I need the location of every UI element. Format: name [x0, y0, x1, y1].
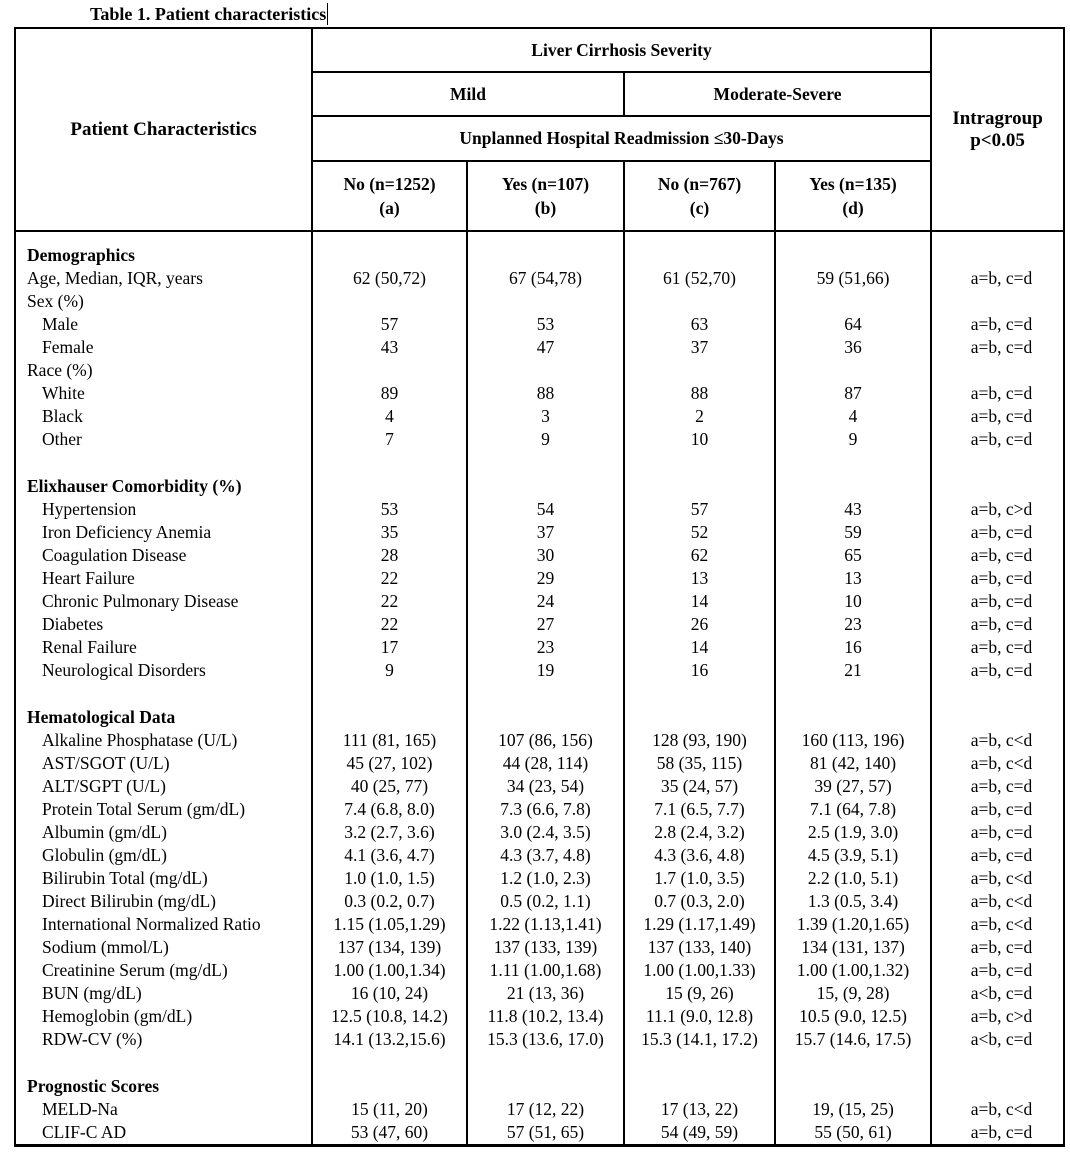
- cell-value-a: 137 (134, 139): [337, 937, 442, 957]
- empty-cell: [625, 706, 774, 729]
- intragroup-result: a=b, c<d: [970, 891, 1033, 911]
- cell-value-b: 107 (86, 156): [498, 730, 593, 750]
- empty-cell: [313, 706, 466, 729]
- cell-value-c: 61 (52,70): [663, 268, 736, 288]
- empty-cell: [313, 244, 466, 267]
- row-label: Creatinine Serum (mg/dL): [42, 960, 228, 980]
- spacer: [940, 682, 1063, 706]
- column-code: (b): [534, 198, 557, 218]
- cell-value-c: 1.7 (1.0, 3.5): [654, 868, 745, 888]
- empty-cell: [625, 475, 774, 498]
- spacer: [625, 682, 774, 706]
- cell-value-b: 23: [536, 637, 555, 657]
- cell-value-d: 10.5 (9.0, 12.5): [799, 1006, 907, 1026]
- cell-value-a: 43: [380, 337, 399, 357]
- cell-value-a: 16 (10, 24): [350, 983, 429, 1003]
- cell-value-b: 3: [541, 406, 550, 426]
- column-code: (c): [689, 198, 710, 218]
- row-label: Race (%): [27, 360, 93, 380]
- cell-value-d: 4: [848, 406, 858, 426]
- cell-value-a: 89: [380, 383, 399, 403]
- cell-value-d: 7.1 (64, 7.8): [810, 799, 897, 819]
- intragroup-result: a=b, c=d: [970, 522, 1033, 542]
- cell-value-c: 0.7 (0.3, 2.0): [654, 891, 745, 911]
- table-body-row: [15, 231, 1064, 1146]
- column-label: Yes (n=135): [809, 174, 897, 194]
- cell-value-a: 111 (81, 165): [342, 730, 437, 750]
- spacer: [313, 1051, 466, 1075]
- cell-value-d: 59 (51,66): [816, 268, 890, 288]
- cell-value-d: 10: [844, 591, 862, 611]
- row-label: Age, Median, IQR, years: [27, 268, 203, 288]
- cell-value-d: 55 (50, 61): [814, 1122, 892, 1142]
- cell-value-c: 7.1 (6.5, 7.7): [654, 799, 745, 819]
- cell-value-b: 11.8 (10.2, 13.4): [487, 1006, 604, 1026]
- intragroup-result: a=b, c=d: [970, 568, 1033, 588]
- intragroup-result: a=b, c=d: [970, 1122, 1033, 1142]
- intragroup-result: a<b, c=d: [970, 983, 1033, 1003]
- cell-value-b: 1.11 (1.00,1.68): [489, 960, 602, 980]
- cell-value-c: 1.00 (1.00,1.33): [643, 960, 756, 980]
- intragroup-column: [931, 231, 1064, 1146]
- cell-value-a: 1.00 (1.00,1.34): [333, 960, 446, 980]
- cell-value-a: [313, 359, 466, 382]
- column-header-d: [775, 161, 931, 231]
- cell-value-d: [776, 359, 930, 382]
- spacer: [313, 682, 466, 706]
- intragroup-sub-label: p<0.05: [970, 129, 1025, 151]
- row-label: Sex (%): [27, 291, 84, 311]
- spacer: [776, 1051, 930, 1075]
- cell-value-b: 19: [536, 660, 555, 680]
- section-title: Elixhauser Comorbidity (%): [27, 476, 242, 496]
- cell-value-c: 88: [690, 383, 709, 403]
- intragroup-result: a=b, c=d: [970, 337, 1033, 357]
- spacer: [776, 232, 930, 244]
- row-label: Albumin (gm/dL): [42, 822, 167, 842]
- cell-value-a: 9: [385, 660, 394, 680]
- empty-cell: [468, 475, 623, 498]
- cell-value-a: 4: [385, 406, 394, 426]
- cell-value-d: 39 (27, 57): [814, 776, 892, 796]
- table-caption: Table 1. Patient characteristics: [90, 4, 327, 24]
- cell-value-c: 26: [690, 614, 709, 634]
- spacer: [313, 232, 466, 244]
- intragroup-header: [931, 28, 1064, 231]
- row-label: Globulin (gm/dL): [42, 845, 167, 865]
- cell-value-a: 22: [380, 568, 399, 588]
- cell-value-a: 53: [380, 499, 399, 519]
- cell-value-c: 10: [690, 429, 709, 449]
- empty-cell: [313, 475, 466, 498]
- cell-value-b: 15.3 (13.6, 17.0): [487, 1029, 604, 1049]
- row-label: Male: [42, 314, 78, 334]
- cell-value-a: 1.15 (1.05,1.29): [333, 914, 446, 934]
- cell-value-d: 87: [844, 383, 862, 403]
- column-label: No (n=767): [657, 174, 742, 194]
- empty-cell: [313, 1075, 466, 1098]
- cell-value-d: 15.7 (14.6, 17.5): [794, 1029, 912, 1049]
- row-label: AST/SGOT (U/L): [42, 753, 170, 773]
- cell-value-a: 28: [380, 545, 399, 565]
- section-title: Prognostic Scores: [27, 1076, 160, 1096]
- empty-cell: [468, 1075, 623, 1098]
- cell-value-a: 53 (47, 60): [350, 1122, 429, 1142]
- row-label: International Normalized Ratio: [42, 914, 261, 934]
- cell-value-c: 11.1 (9.0, 12.8): [645, 1006, 754, 1026]
- cell-value-c: 137 (133, 140): [647, 937, 752, 957]
- group-title-header: Liver Cirrhosis Severity: [312, 28, 931, 72]
- spacer: [625, 451, 774, 475]
- value-column-d: [775, 231, 931, 1146]
- spacer: [940, 232, 1063, 244]
- value-column-a: [312, 231, 467, 1146]
- intragroup-result: a=b, c=d: [970, 660, 1033, 680]
- cell-value-a: 7.4 (6.8, 8.0): [344, 799, 435, 819]
- row-label: Diabetes: [42, 614, 104, 634]
- cell-value-b: 57 (51, 65): [506, 1122, 585, 1142]
- intragroup-result: a=b, c=d: [970, 614, 1033, 634]
- column-code: (d): [842, 198, 864, 218]
- cell-value-d: 36: [844, 337, 862, 357]
- cell-value-c: 128 (93, 190): [652, 730, 747, 750]
- patient-characteristics-table: [14, 27, 1065, 1147]
- cell-value-a: 12.5 (10.8, 14.2): [331, 1006, 448, 1026]
- cell-value-a: 57: [380, 314, 399, 334]
- intragroup-result: a=b, c<d: [970, 914, 1033, 934]
- cell-value-d: 81 (42, 140): [810, 753, 897, 773]
- empty-cell: [776, 706, 930, 729]
- cell-value-b: 17 (12, 22): [506, 1099, 585, 1119]
- row-label-header: Patient Characteristics: [15, 28, 312, 231]
- cell-value-c: 1.29 (1.17,1.49): [643, 914, 756, 934]
- row-label: Other: [42, 429, 82, 449]
- cell-value-c: 4.3 (3.6, 4.8): [654, 845, 745, 865]
- value-column-b: [467, 231, 624, 1146]
- cell-value-a: 15 (11, 20): [351, 1099, 428, 1119]
- cell-value-d: 1.00 (1.00,1.32): [796, 960, 910, 980]
- cell-value-a: 45 (27, 102): [346, 753, 433, 773]
- cell-value-b: 47: [536, 337, 555, 357]
- empty-cell: [468, 706, 623, 729]
- intragroup-result: a=b, c=d: [970, 960, 1033, 980]
- cell-value-d: 15, (9, 28): [816, 983, 890, 1003]
- empty-cell: [776, 475, 930, 498]
- cell-value-b: 27: [536, 614, 555, 634]
- row-label: Iron Deficiency Anemia: [42, 522, 212, 542]
- cell-value-c: 14: [690, 637, 709, 657]
- cell-value-a: 1.0 (1.0, 1.5): [344, 868, 435, 888]
- intragroup-result: a=b, c=d: [970, 776, 1033, 796]
- intragroup-result: [940, 290, 1063, 313]
- cell-value-b: 9: [541, 429, 550, 449]
- intragroup-result: a=b, c=d: [970, 591, 1033, 611]
- spacer: [776, 451, 930, 475]
- empty-cell: [625, 244, 774, 267]
- severity-header-mild: Mild: [312, 72, 624, 116]
- row-label: Renal Failure: [42, 637, 137, 657]
- row-label: Protein Total Serum (gm/dL): [42, 799, 246, 819]
- row-label: CLIF-C AD: [42, 1122, 127, 1142]
- cell-value-c: 14: [690, 591, 709, 611]
- cell-value-d: 65: [844, 545, 862, 565]
- cell-value-c: 37: [690, 337, 709, 357]
- cell-value-a: 22: [380, 591, 399, 611]
- cell-value-d: 9: [848, 429, 858, 449]
- intragroup-result: a=b, c=d: [970, 822, 1033, 842]
- cell-value-c: 17 (13, 22): [660, 1099, 739, 1119]
- intragroup-result: a=b, c<d: [970, 730, 1033, 750]
- empty-cell: [468, 244, 623, 267]
- severity-header-moderate-severe: Moderate-Severe: [624, 72, 931, 116]
- cell-value-b: 137 (133, 139): [493, 937, 598, 957]
- cell-value-a: 17: [380, 637, 399, 657]
- cell-value-c: 15 (9, 26): [665, 983, 734, 1003]
- cell-value-d: 16: [844, 637, 862, 657]
- cell-value-b: 34 (23, 54): [506, 776, 585, 796]
- cell-value-a: 7: [385, 429, 394, 449]
- cell-value-b: 1.2 (1.0, 2.3): [500, 868, 591, 888]
- cell-value-c: 62: [690, 545, 709, 565]
- value-column-c: [624, 231, 775, 1146]
- cell-value-c: 58 (35, 115): [656, 753, 743, 773]
- cell-value-d: 134 (131, 137): [801, 937, 905, 957]
- row-label: Heart Failure: [42, 568, 135, 588]
- spacer: [776, 682, 930, 706]
- spacer: [27, 682, 311, 706]
- spacer: [468, 1051, 623, 1075]
- intragroup-result: a=b, c<d: [970, 1099, 1033, 1119]
- cell-value-c: 54 (49, 59): [660, 1122, 739, 1142]
- row-label: Hemoglobin (gm/dL): [42, 1006, 193, 1026]
- cell-value-c: 16: [690, 660, 709, 680]
- intragroup-result: a<b, c=d: [970, 1029, 1033, 1049]
- column-label: Yes (n=107): [501, 174, 590, 194]
- column-label: No (n=1252): [343, 174, 436, 194]
- cell-value-b: 54: [536, 499, 555, 519]
- row-label: Female: [42, 337, 94, 357]
- empty-cell: [940, 475, 1063, 498]
- intragroup-result: a=b, c=d: [970, 406, 1033, 426]
- cell-value-b: 30: [536, 545, 555, 565]
- spacer: [940, 1051, 1063, 1075]
- readmission-header: Unplanned Hospital Readmission ≤30-Days: [312, 116, 931, 161]
- cell-value-d: 1.3 (0.5, 3.4): [807, 891, 899, 911]
- row-label: ALT/SGPT (U/L): [42, 776, 166, 796]
- cell-value-c: 2.8 (2.4, 3.2): [654, 822, 745, 842]
- cell-value-b: 24: [536, 591, 555, 611]
- intragroup-label: Intragroup: [952, 107, 1043, 129]
- cell-value-c: [625, 359, 774, 382]
- cell-value-b: 29: [536, 568, 555, 588]
- cell-value-d: 2.5 (1.9, 3.0): [807, 822, 899, 842]
- cell-value-a: 4.1 (3.6, 4.7): [344, 845, 435, 865]
- spacer: [625, 1051, 774, 1075]
- column-header-a: [312, 161, 467, 231]
- intragroup-result: a=b, c=d: [970, 314, 1033, 334]
- cell-value-d: 21: [844, 660, 862, 680]
- cell-value-b: 53: [536, 314, 555, 334]
- intragroup-result: a=b, c>d: [970, 1006, 1033, 1026]
- cell-value-c: 57: [690, 499, 709, 519]
- cell-value-d: 2.2 (1.0, 5.1): [807, 868, 899, 888]
- intragroup-result: a=b, c<d: [970, 753, 1033, 773]
- cell-value-b: 3.0 (2.4, 3.5): [500, 822, 591, 842]
- cell-value-a: 62 (50,72): [353, 268, 426, 288]
- cell-value-a: 35: [380, 522, 399, 542]
- row-label: Sodium (mmol/L): [42, 937, 169, 957]
- column-header-c: [624, 161, 775, 231]
- cell-value-c: 35 (24, 57): [660, 776, 739, 796]
- cell-value-a: 0.3 (0.2, 0.7): [344, 891, 435, 911]
- empty-cell: [625, 1075, 774, 1098]
- cell-value-b: 44 (28, 114): [502, 753, 589, 773]
- row-label: Black: [42, 406, 83, 426]
- cell-value-d: 1.39 (1.20,1.65): [796, 914, 910, 934]
- cell-value-b: 7.3 (6.6, 7.8): [500, 799, 591, 819]
- row-label: Coagulation Disease: [42, 545, 187, 565]
- cell-value-c: 13: [690, 568, 709, 588]
- cell-value-b: 1.22 (1.13,1.41): [489, 914, 602, 934]
- row-label: Hypertension: [42, 499, 137, 519]
- cell-value-d: 43: [844, 499, 862, 519]
- cell-value-a: 40 (25, 77): [350, 776, 429, 796]
- row-label: Alkaline Phosphatase (U/L): [42, 730, 238, 750]
- cell-value-b: 0.5 (0.2, 1.1): [500, 891, 591, 911]
- cell-value-d: [776, 290, 930, 313]
- empty-cell: [940, 244, 1063, 267]
- cell-value-d: 160 (113, 196): [801, 730, 905, 750]
- cell-value-c: [625, 290, 774, 313]
- spacer: [468, 232, 623, 244]
- intragroup-result: a=b, c=d: [970, 937, 1033, 957]
- cell-value-b: 67 (54,78): [509, 268, 582, 288]
- cell-value-b: 37: [536, 522, 555, 542]
- row-label: Direct Bilirubin (mg/dL): [42, 891, 216, 911]
- cell-value-c: 52: [690, 522, 709, 542]
- cell-value-d: 19, (15, 25): [812, 1099, 894, 1119]
- column-header-b: [467, 161, 624, 231]
- row-label: BUN (mg/dL): [42, 983, 142, 1003]
- cell-value-b: [468, 290, 623, 313]
- spacer: [27, 1051, 311, 1075]
- cell-value-c: 2: [695, 406, 704, 426]
- cell-value-b: 4.3 (3.7, 4.8): [500, 845, 591, 865]
- row-label: Bilirubin Total (mg/dL): [42, 868, 208, 888]
- empty-cell: [940, 706, 1063, 729]
- cell-value-b: [468, 359, 623, 382]
- cell-value-d: 23: [844, 614, 862, 634]
- empty-cell: [776, 244, 930, 267]
- spacer: [27, 451, 311, 475]
- spacer: [468, 682, 623, 706]
- label-column: [15, 231, 312, 1146]
- cell-value-b: 88: [536, 383, 555, 403]
- cell-value-a: 22: [380, 614, 399, 634]
- column-code: (a): [379, 198, 400, 218]
- spacer: [313, 451, 466, 475]
- empty-cell: [776, 1075, 930, 1098]
- intragroup-result: a=b, c=d: [970, 845, 1033, 865]
- empty-cell: [940, 1075, 1063, 1098]
- spacer: [940, 451, 1063, 475]
- cell-value-a: [313, 290, 466, 313]
- row-label: RDW-CV (%): [42, 1029, 143, 1049]
- intragroup-result: a=b, c=d: [970, 545, 1033, 565]
- intragroup-result: a=b, c=d: [970, 799, 1033, 819]
- cell-value-d: 59: [844, 522, 862, 542]
- intragroup-result: a=b, c<d: [970, 868, 1033, 888]
- intragroup-result: [940, 359, 1063, 382]
- spacer: [468, 451, 623, 475]
- intragroup-result: a=b, c=d: [970, 429, 1033, 449]
- row-label: White: [42, 383, 85, 403]
- intragroup-result: a=b, c=d: [970, 268, 1033, 288]
- cell-value-d: 4.5 (3.9, 5.1): [807, 845, 899, 865]
- intragroup-result: a=b, c=d: [970, 383, 1033, 403]
- section-title: Demographics: [27, 245, 135, 265]
- cell-value-d: 13: [844, 568, 862, 588]
- intragroup-result: a=b, c>d: [970, 499, 1033, 519]
- cell-value-b: 21 (13, 36): [506, 983, 585, 1003]
- cell-value-a: 3.2 (2.7, 3.6): [344, 822, 435, 842]
- cell-value-c: 15.3 (14.1, 17.2): [641, 1029, 758, 1049]
- row-label: MELD-Na: [42, 1099, 118, 1119]
- section-title: Hematological Data: [27, 707, 176, 727]
- cell-value-a: 14.1 (13.2,15.6): [333, 1029, 446, 1049]
- row-label: Neurological Disorders: [42, 660, 206, 680]
- spacer: [625, 232, 774, 244]
- intragroup-result: a=b, c=d: [970, 637, 1033, 657]
- row-label: Chronic Pulmonary Disease: [42, 591, 239, 611]
- cell-value-d: 64: [844, 314, 862, 334]
- spacer: [27, 232, 311, 244]
- cell-value-c: 63: [690, 314, 709, 334]
